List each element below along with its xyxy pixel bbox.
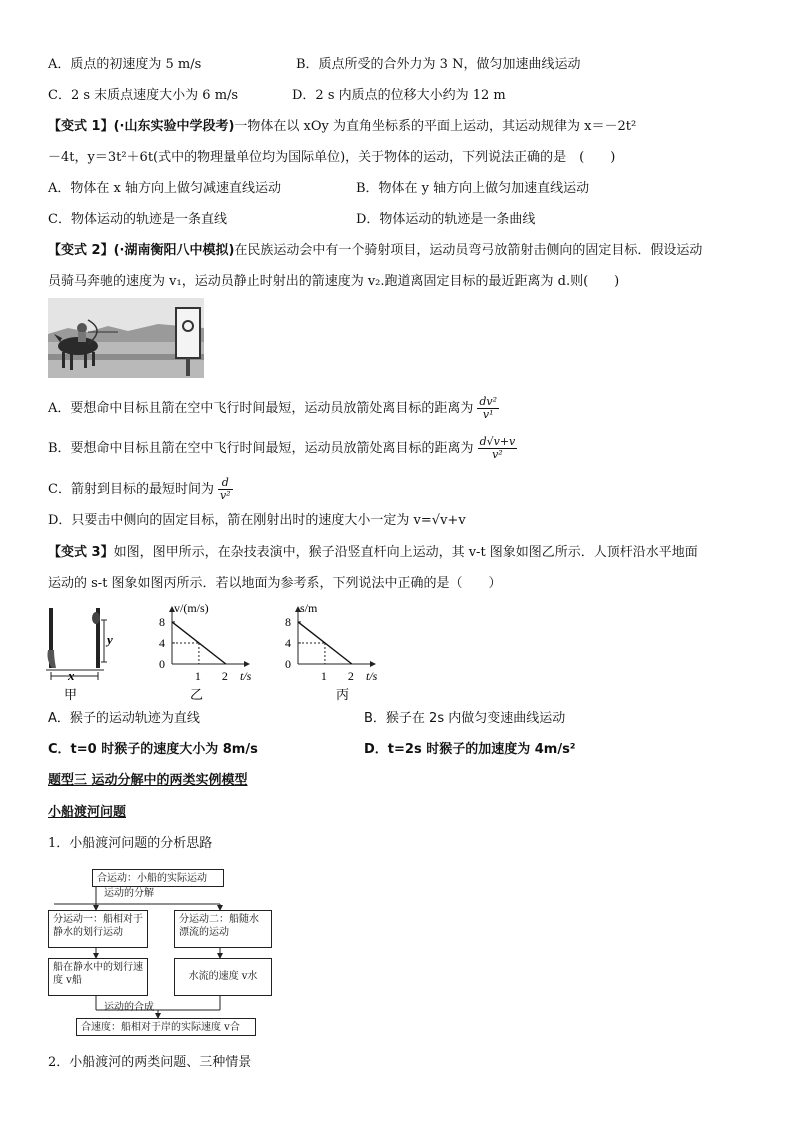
flow-left-box2: 船在静水中的划行速度 v船 — [48, 958, 148, 996]
variant1-stem: 一物体在以 xOy 为直角坐标系的平面上运动，其运动规律为 x＝－2t² — [234, 119, 637, 134]
variant2-stem-line2: 员骑马奔驰的速度为 v₁，运动员静止时射出的箭速度为 v₂.跑道离固定目标的最近距离为 d.则( ) — [48, 274, 620, 289]
section-title: 题型三 运动分解中的两类实例模型 — [48, 773, 248, 788]
variant3-option-c: C．t=0 时猴子的速度大小为 8m/s — [48, 742, 258, 757]
figure-jia-x-label: x — [68, 668, 75, 683]
chart-ytick-label: 0 — [159, 657, 165, 671]
variant1-option-d: D．物体运动的轨迹是一条曲线 — [356, 212, 536, 227]
flow-right-box1: 分运动二：船随水漂流的运动 — [174, 910, 272, 948]
variant3-stem-line2: 运动的 s-t 图象如图丙所示．若以地面为参考系，下列说法中正确的是（ ） — [48, 576, 502, 591]
chart-ytick-label: 8 — [159, 614, 165, 629]
variant1-option-c: C．物体运动的轨迹是一条直线 — [48, 212, 227, 227]
chart-bing-plot — [285, 601, 378, 683]
horseback-archery-photo — [48, 298, 204, 378]
q0-option-b: B．质点所受的合外力为 3 N，做匀加速曲线运动 — [296, 57, 581, 72]
variant2-option-a-fraction: $\frac{\text{dv²}}{\text{v¹}}$ — [479, 395, 498, 421]
variant2-option-b-fraction: $\frac{d√v+v}{\text{v²}}$ — [479, 435, 516, 461]
chart-xtick-label: 1 — [194, 669, 201, 683]
figure-jia-caption: 甲 — [64, 687, 78, 702]
chart-xtick-label: 2 — [347, 669, 354, 683]
chart-ylabel: v/(m/s) — [174, 601, 209, 615]
variant2-tag: 【变式 2】 — [48, 243, 114, 258]
q0-option-d: D．2 s 内质点的位移大小约为 12 m — [292, 88, 506, 103]
variant1-option-a: A．物体在 x 轴方向上做匀减速直线运动 — [48, 181, 281, 196]
variant3-option-b: B．猴子在 2s 内做匀变速曲线运动 — [364, 711, 566, 726]
section-subtitle: 小船渡河问题 — [48, 805, 127, 820]
variant3-stem: 如图，图甲所示，在杂技表演中，猴子沿竖直杆向上运动，其 v-t 图象如图乙所示．人顶杆沿水平地面 — [113, 545, 698, 560]
q0-option-c: C．2 s 末质点速度大小为 6 m/s — [48, 88, 239, 103]
chart-ytick-label: 4 — [285, 635, 291, 650]
chart-xlabel: t/s — [366, 669, 378, 683]
chart-yi-vt-graph — [150, 600, 270, 702]
chart-xtick-label: 2 — [221, 669, 228, 683]
flow-bottom-box: 合速度：船相对于岸的实际速度 v合 — [76, 1018, 256, 1036]
variant1-source: (·山东实验中学段考) — [113, 119, 235, 134]
figure-jia-y-label: y — [107, 632, 113, 647]
variant3-option-d: D．t=2s 时猴子的加速度为 4m/s² — [364, 742, 576, 757]
flow-left-box1: 分运动一：船相对于静水的划行运动 — [48, 910, 148, 948]
variant2-option-c: C．箭射到目标的最短时间为 $\frac{d}{\text{v²}}$ — [48, 476, 231, 502]
x-axis-arrow — [244, 661, 250, 667]
flow-compose-label: 运动的合成 — [104, 1002, 154, 1013]
variant3-tag: 【变式 3】 — [48, 545, 114, 560]
variant2-option-d: D．只要击中侧向的固定目标，箭在刚射出时的速度大小一定为 v=√v+v — [48, 513, 466, 528]
chart-yi-caption: 乙 — [190, 687, 204, 702]
variant2-option-c-fraction: $\frac{d}{\text{v²}}$ — [219, 476, 231, 502]
variant2-source: (·湖南衡阳八中模拟) — [113, 243, 235, 258]
section-item1: 1．小船渡河问题的分析思路 — [48, 836, 213, 851]
chart-yi-plot — [159, 601, 252, 683]
variant2-stem: 在民族运动会中有一个骑射项目，运动员弯弓放箭射击侧向的固定目标．假设运动 — [234, 243, 703, 258]
chart-bing-caption: 丙 — [336, 687, 350, 702]
variant3-stem-line1 — [48, 545, 698, 561]
chart-ytick-label: 0 — [285, 657, 291, 671]
chart-ytick-label: 4 — [159, 635, 165, 650]
flow-top-box: 合运动：小船的实际运动 — [92, 869, 224, 887]
variant2-stem-line1 — [48, 243, 702, 259]
variant1-stem-line2: －4t，y＝3t²＋6t(式中的物理量单位均为国际单位)，关于物体的运动，下列说法正确的是 ( ) — [48, 150, 616, 165]
variant2-option-a: A．要想命中目标且箭在空中飞行时间最短，运动员放箭处离目标的距离为 $\frac{\text{dv²}}{\text{v¹}}$ — [48, 395, 498, 421]
chart-bing-st-graph — [276, 600, 396, 702]
section-item2: 2．小船渡河的两类问题、三种情景 — [48, 1055, 252, 1070]
chart-ylabel: s/m — [300, 601, 318, 615]
figure-jia-monkey-pole — [44, 600, 124, 702]
flow-right-box2: 水流的速度 v水 — [174, 958, 272, 996]
chart-ytick-label: 8 — [285, 614, 291, 629]
variant1-tag: 【变式 1】 — [48, 119, 114, 134]
q0-option-a: A．质点的初速度为 5 m/s — [48, 57, 202, 72]
flow-decompose-label: 运动的分解 — [104, 888, 154, 899]
chart-xtick-label: 1 — [320, 669, 327, 683]
variant1-option-b: B．物体在 y 轴方向上做匀加速直线运动 — [356, 181, 590, 196]
x-axis-arrow — [370, 661, 376, 667]
variant3-option-a: A．猴子的运动轨迹为直线 — [48, 711, 200, 726]
chart-xlabel: t/s — [240, 669, 252, 683]
variant1-stem-line1 — [48, 119, 636, 135]
variant2-option-b: B．要想命中目标且箭在空中飞行时间最短，运动员放箭处离目标的距离为 $\frac{d√v+v}{\text{v²}}$ — [48, 435, 516, 461]
